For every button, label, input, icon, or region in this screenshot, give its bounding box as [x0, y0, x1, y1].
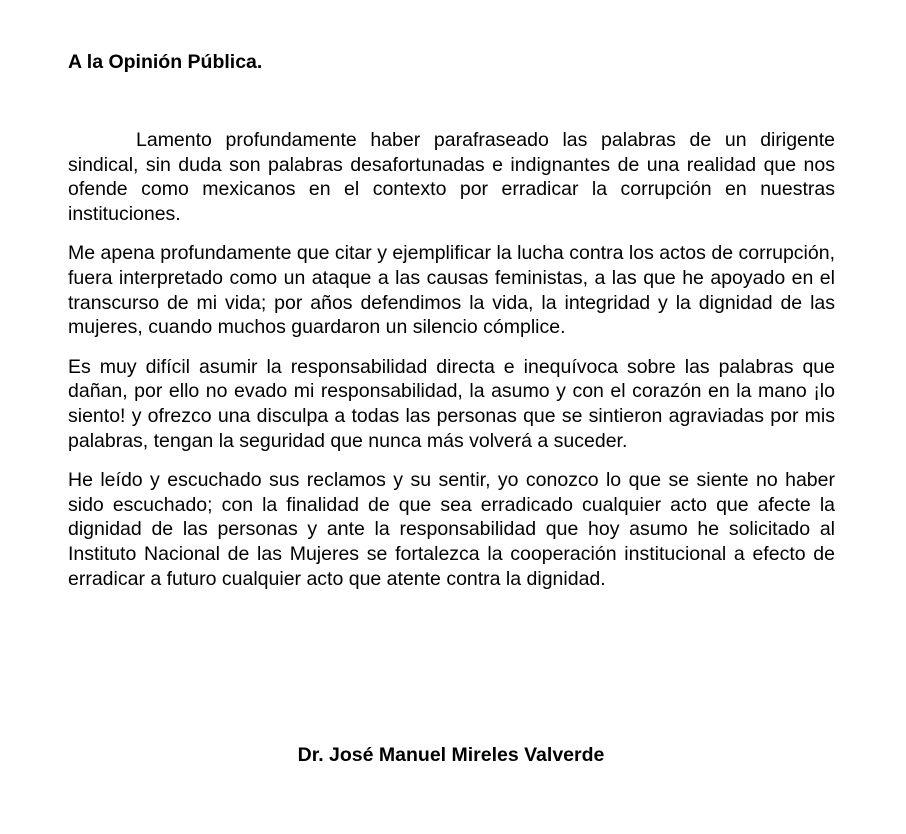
paragraph-institutional-cooperation: He leído y escuchado sus reclamos y su sentir, yo conozco lo que se siente no haber sido escuchado; con la finalidad de que sea erradicado cualquier acto que afecte la dignidad de las personas y ante la responsabilidad que hoy asumo he solicitado al Instituto Nacional de las Mujeres se fortalezca la cooperación institucional a efecto de erradicar a futuro cualquier acto que atente contra la dignidad.	[68, 469, 835, 590]
letter-body	[68, 128, 835, 606]
paragraph-apology: Lamento profundamente haber parafraseado las palabras de un dirigente sindical, sin duda son palabras desafortunadas e indignantes de una realidad que nos ofende como mexicanos en el contexto por erradicar la corrupción en nuestras instituciones.	[68, 129, 835, 225]
letter-salutation: A la Opinión Pública.	[68, 51, 263, 73]
signature-block	[0, 743, 906, 767]
paragraph-responsibility: Es muy difícil asumir la responsabilidad directa e inequívoca sobre las palabras que dañan, por ello no evado mi responsabilidad, la asumo y con el corazón en la mano ¡lo siento! y ofrezco una disculpa a todas las personas que se sintieron agraviadas por mis palabras, tengan la seguridad que nunca más volverá a suceder.	[68, 355, 835, 452]
signature-name: Dr. José Manuel Mireles Valverde	[297, 744, 605, 766]
paragraph-feminist-causes: Me apena profundamente que citar y ejemplificar la lucha contra los actos de corrupción, fuera interpretado como un ataque a las causas feministas, a las que he apoyado en el transcurso de mi vida; por años defendimos la vida, la integridad y la dignidad de las mujeres, cuando muchos guardaron un silencio cómplice.	[68, 242, 835, 339]
